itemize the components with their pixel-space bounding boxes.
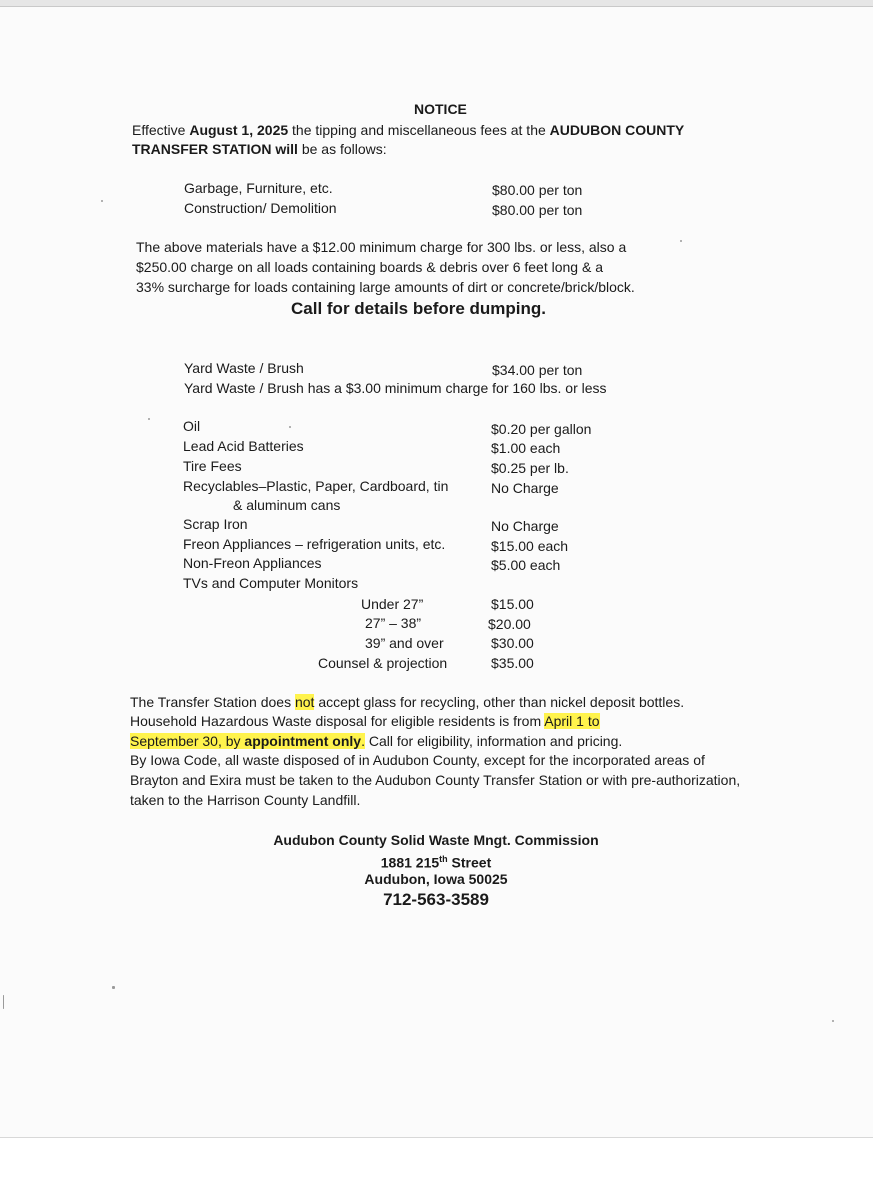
misc-item: Recyclables–Plastic, Paper, Cardboard, tin — [183, 478, 449, 494]
fee-item: Garbage, Furniture, etc. — [184, 180, 333, 196]
tv-price: $20.00 — [488, 616, 531, 632]
scan-speck — [832, 1020, 834, 1022]
contact-city: Audubon, Iowa 50025 — [364, 871, 508, 887]
misc-item: Non-Freon Appliances — [183, 555, 322, 571]
policy-line-5: Brayton and Exira must be taken to the Audubon County Transfer Station or with pre-authorization, — [130, 772, 741, 788]
scan-speck — [112, 986, 115, 989]
tv-size: 27” – 38” — [365, 615, 422, 631]
misc-price: $0.25 per lb. — [491, 460, 569, 476]
materials-note-line: 33% surcharge for loads containing large amounts of dirt or concrete/brick/block. — [136, 279, 635, 295]
misc-item: TVs and Computer Monitors — [183, 575, 359, 591]
misc-price: No Charge — [491, 480, 559, 496]
misc-item: Scrap Iron — [183, 516, 248, 532]
scan-speck — [680, 240, 682, 242]
intro-line-1: Effective August 1, 2025 the tipping and miscellaneous fees at the AUDUBON COUNTY — [132, 122, 685, 138]
materials-note-line: The above materials have a $12.00 minimum charge for 300 lbs. or less, also a — [136, 239, 627, 255]
scan-speck — [101, 200, 103, 202]
misc-item: Oil — [183, 418, 201, 434]
yard-waste-item: Yard Waste / Brush — [184, 360, 304, 376]
scan-speck — [148, 418, 150, 420]
fee-item: Construction/ Demolition — [184, 200, 337, 216]
yard-waste-price: $34.00 per ton — [492, 362, 583, 378]
materials-note-line: $250.00 charge on all loads containing boards & debris over 6 feet long & a — [136, 259, 603, 275]
misc-price: $0.20 per gallon — [491, 421, 592, 437]
scanner-bed — [0, 1138, 873, 1200]
tv-price: $15.00 — [491, 596, 534, 612]
contact-street: 1881 215th Street — [380, 854, 492, 871]
policy-line-6: taken to the Harrison County Landfill. — [130, 792, 361, 808]
tv-size: Counsel & projection — [318, 655, 448, 671]
intro-line-2: TRANSFER STATION will be as follows: — [132, 141, 387, 157]
misc-price: $5.00 each — [491, 557, 561, 573]
misc-item-continuation: & aluminum cans — [233, 497, 341, 513]
tv-price: $35.00 — [491, 655, 534, 671]
policy-line-2: Household Hazardous Waste disposal for eligible residents is from April 1 to — [130, 713, 600, 729]
contact-phone: 712-563-3589 — [383, 890, 489, 909]
policy-line-1: The Transfer Station does not accept glass for recycling, other than nickel deposit bottles. — [130, 694, 685, 710]
scan-speck — [289, 426, 291, 428]
misc-price: No Charge — [491, 518, 559, 534]
yard-waste-note: Yard Waste / Brush has a $3.00 minimum charge for 160 lbs. or less — [184, 380, 607, 396]
misc-item: Freon Appliances – refrigeration units, etc. — [183, 536, 446, 552]
tv-price: $30.00 — [491, 635, 534, 651]
tv-size: 39” and over — [365, 635, 444, 651]
misc-item: Tire Fees — [183, 458, 242, 474]
notice-title: NOTICE — [414, 101, 467, 117]
policy-line-4: By Iowa Code, all waste disposed of in Audubon County, except for the incorporated areas of — [130, 752, 705, 768]
paper-sheet — [0, 7, 873, 1137]
tv-size: Under 27” — [361, 596, 424, 612]
misc-item: Lead Acid Batteries — [183, 438, 304, 454]
call-before-dumping: Call for details before dumping. — [291, 299, 547, 318]
fee-price: $80.00 per ton — [492, 202, 583, 218]
misc-price: $15.00 each — [491, 538, 569, 554]
contact-organization: Audubon County Solid Waste Mngt. Commission — [273, 832, 599, 848]
fee-price: $80.00 per ton — [492, 182, 583, 198]
policy-line-3: September 30, by appointment only. Call for eligibility, information and pricing. — [130, 733, 623, 749]
misc-price: $1.00 each — [491, 440, 561, 456]
scan-speck — [3, 995, 4, 1009]
